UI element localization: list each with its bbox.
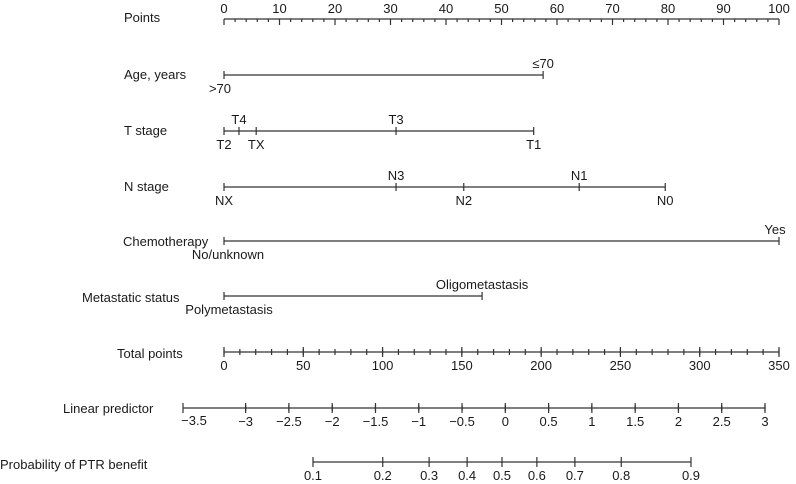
probability-ptr-benefit-tick-label: 0.8: [612, 468, 631, 483]
linear-predictor-tick-label: −3.5: [181, 413, 207, 428]
row-label-total-points: Total points: [117, 346, 183, 361]
linear-predictor-tick-label: 2: [674, 414, 683, 429]
points-tick-label: 90: [716, 1, 731, 16]
row-label-probability-ptr-benefit: Probability of PTR benefit: [0, 457, 148, 472]
total-points-tick-label: 350: [768, 358, 790, 373]
t-stage-category-label: T2: [216, 137, 232, 152]
n-stage-category-label: N3: [387, 168, 405, 183]
n-stage-category-label: NX: [214, 193, 234, 208]
total-points-tick-label: 200: [530, 358, 552, 373]
points-tick-label: 50: [494, 1, 509, 16]
age-category-label: ≤70: [532, 56, 554, 71]
n-stage-category-label: N2: [455, 193, 473, 208]
probability-ptr-benefit-tick-label: 0.3: [420, 468, 439, 483]
points-tick-label: 10: [272, 1, 287, 16]
probability-ptr-benefit-tick-label: 0.5: [492, 468, 512, 483]
row-label-metastatic-status: Metastatic status: [82, 290, 180, 305]
probability-ptr-benefit-tick-label: 0.1: [303, 468, 323, 483]
linear-predictor-tick-label: 1: [588, 414, 596, 429]
row-label-n-stage: N stage: [124, 179, 169, 194]
t-stage-category-label: TX: [247, 137, 265, 152]
points-tick-label: 0: [220, 1, 228, 16]
age-category-label: >70: [208, 81, 232, 96]
probability-ptr-benefit-tick-label: 0.7: [565, 468, 584, 483]
total-points-tick-label: 50: [296, 358, 311, 373]
linear-predictor-tick-label: 2.5: [712, 414, 731, 429]
linear-predictor-tick-label: −1.5: [362, 414, 389, 429]
linear-predictor-tick-label: 0.5: [539, 414, 558, 429]
row-label-chemotherapy: Chemotherapy: [123, 234, 209, 249]
points-tick-label: 100: [768, 1, 790, 16]
points-tick-label: 60: [549, 1, 565, 16]
metastatic-status-category-label: Polymetastasis: [185, 302, 273, 317]
row-scales: [181, 1, 790, 483]
probability-ptr-benefit-tick-label: 0.9: [681, 468, 701, 483]
linear-predictor-tick-label: −1: [411, 414, 427, 429]
row-label-age: Age, years: [124, 67, 187, 82]
total-points-tick-label: 250: [609, 358, 632, 373]
probability-ptr-benefit-tick-label: 0.2: [373, 468, 392, 483]
chemotherapy-category-label: Yes: [764, 222, 786, 237]
row-labels: [0, 10, 209, 472]
n-stage-category-label: N0: [656, 193, 674, 208]
total-points-tick-label: 150: [451, 358, 473, 373]
linear-predictor-tick-label: −3: [238, 414, 254, 429]
points-tick-label: 20: [327, 1, 343, 16]
points-tick-label: 80: [660, 1, 676, 16]
row-label-linear-predictor: Linear predictor: [63, 401, 154, 416]
points-tick-label: 30: [383, 1, 398, 16]
linear-predictor-tick-label: 0: [501, 414, 509, 429]
probability-ptr-benefit-tick-label: 0.4: [458, 468, 477, 483]
n-stage-category-label: N1: [570, 168, 588, 183]
points-tick-label: 70: [605, 1, 620, 16]
linear-predictor-tick-label: −2.5: [276, 414, 302, 429]
t-stage-category-label: T3: [388, 112, 404, 127]
total-points-tick-label: 100: [371, 358, 394, 373]
linear-predictor-tick-label: −0.5: [449, 414, 475, 429]
total-points-tick-label: 0: [220, 358, 228, 373]
linear-predictor-tick-label: −2: [324, 414, 340, 429]
linear-predictor-tick-label: 3: [761, 414, 769, 429]
t-stage-category-label: T1: [526, 137, 542, 152]
t-stage-category-label: T4: [231, 112, 247, 127]
chemotherapy-category-label: No/unknown: [191, 247, 265, 262]
metastatic-status-category-label: Oligometastasis: [435, 277, 529, 292]
points-tick-label: 40: [438, 1, 454, 16]
probability-ptr-benefit-tick-label: 0.6: [527, 468, 546, 483]
total-points-tick-label: 300: [688, 358, 711, 373]
row-label-t-stage: T stage: [124, 123, 168, 138]
linear-predictor-tick-label: 1.5: [626, 414, 645, 429]
row-label-points: Points: [124, 10, 161, 25]
